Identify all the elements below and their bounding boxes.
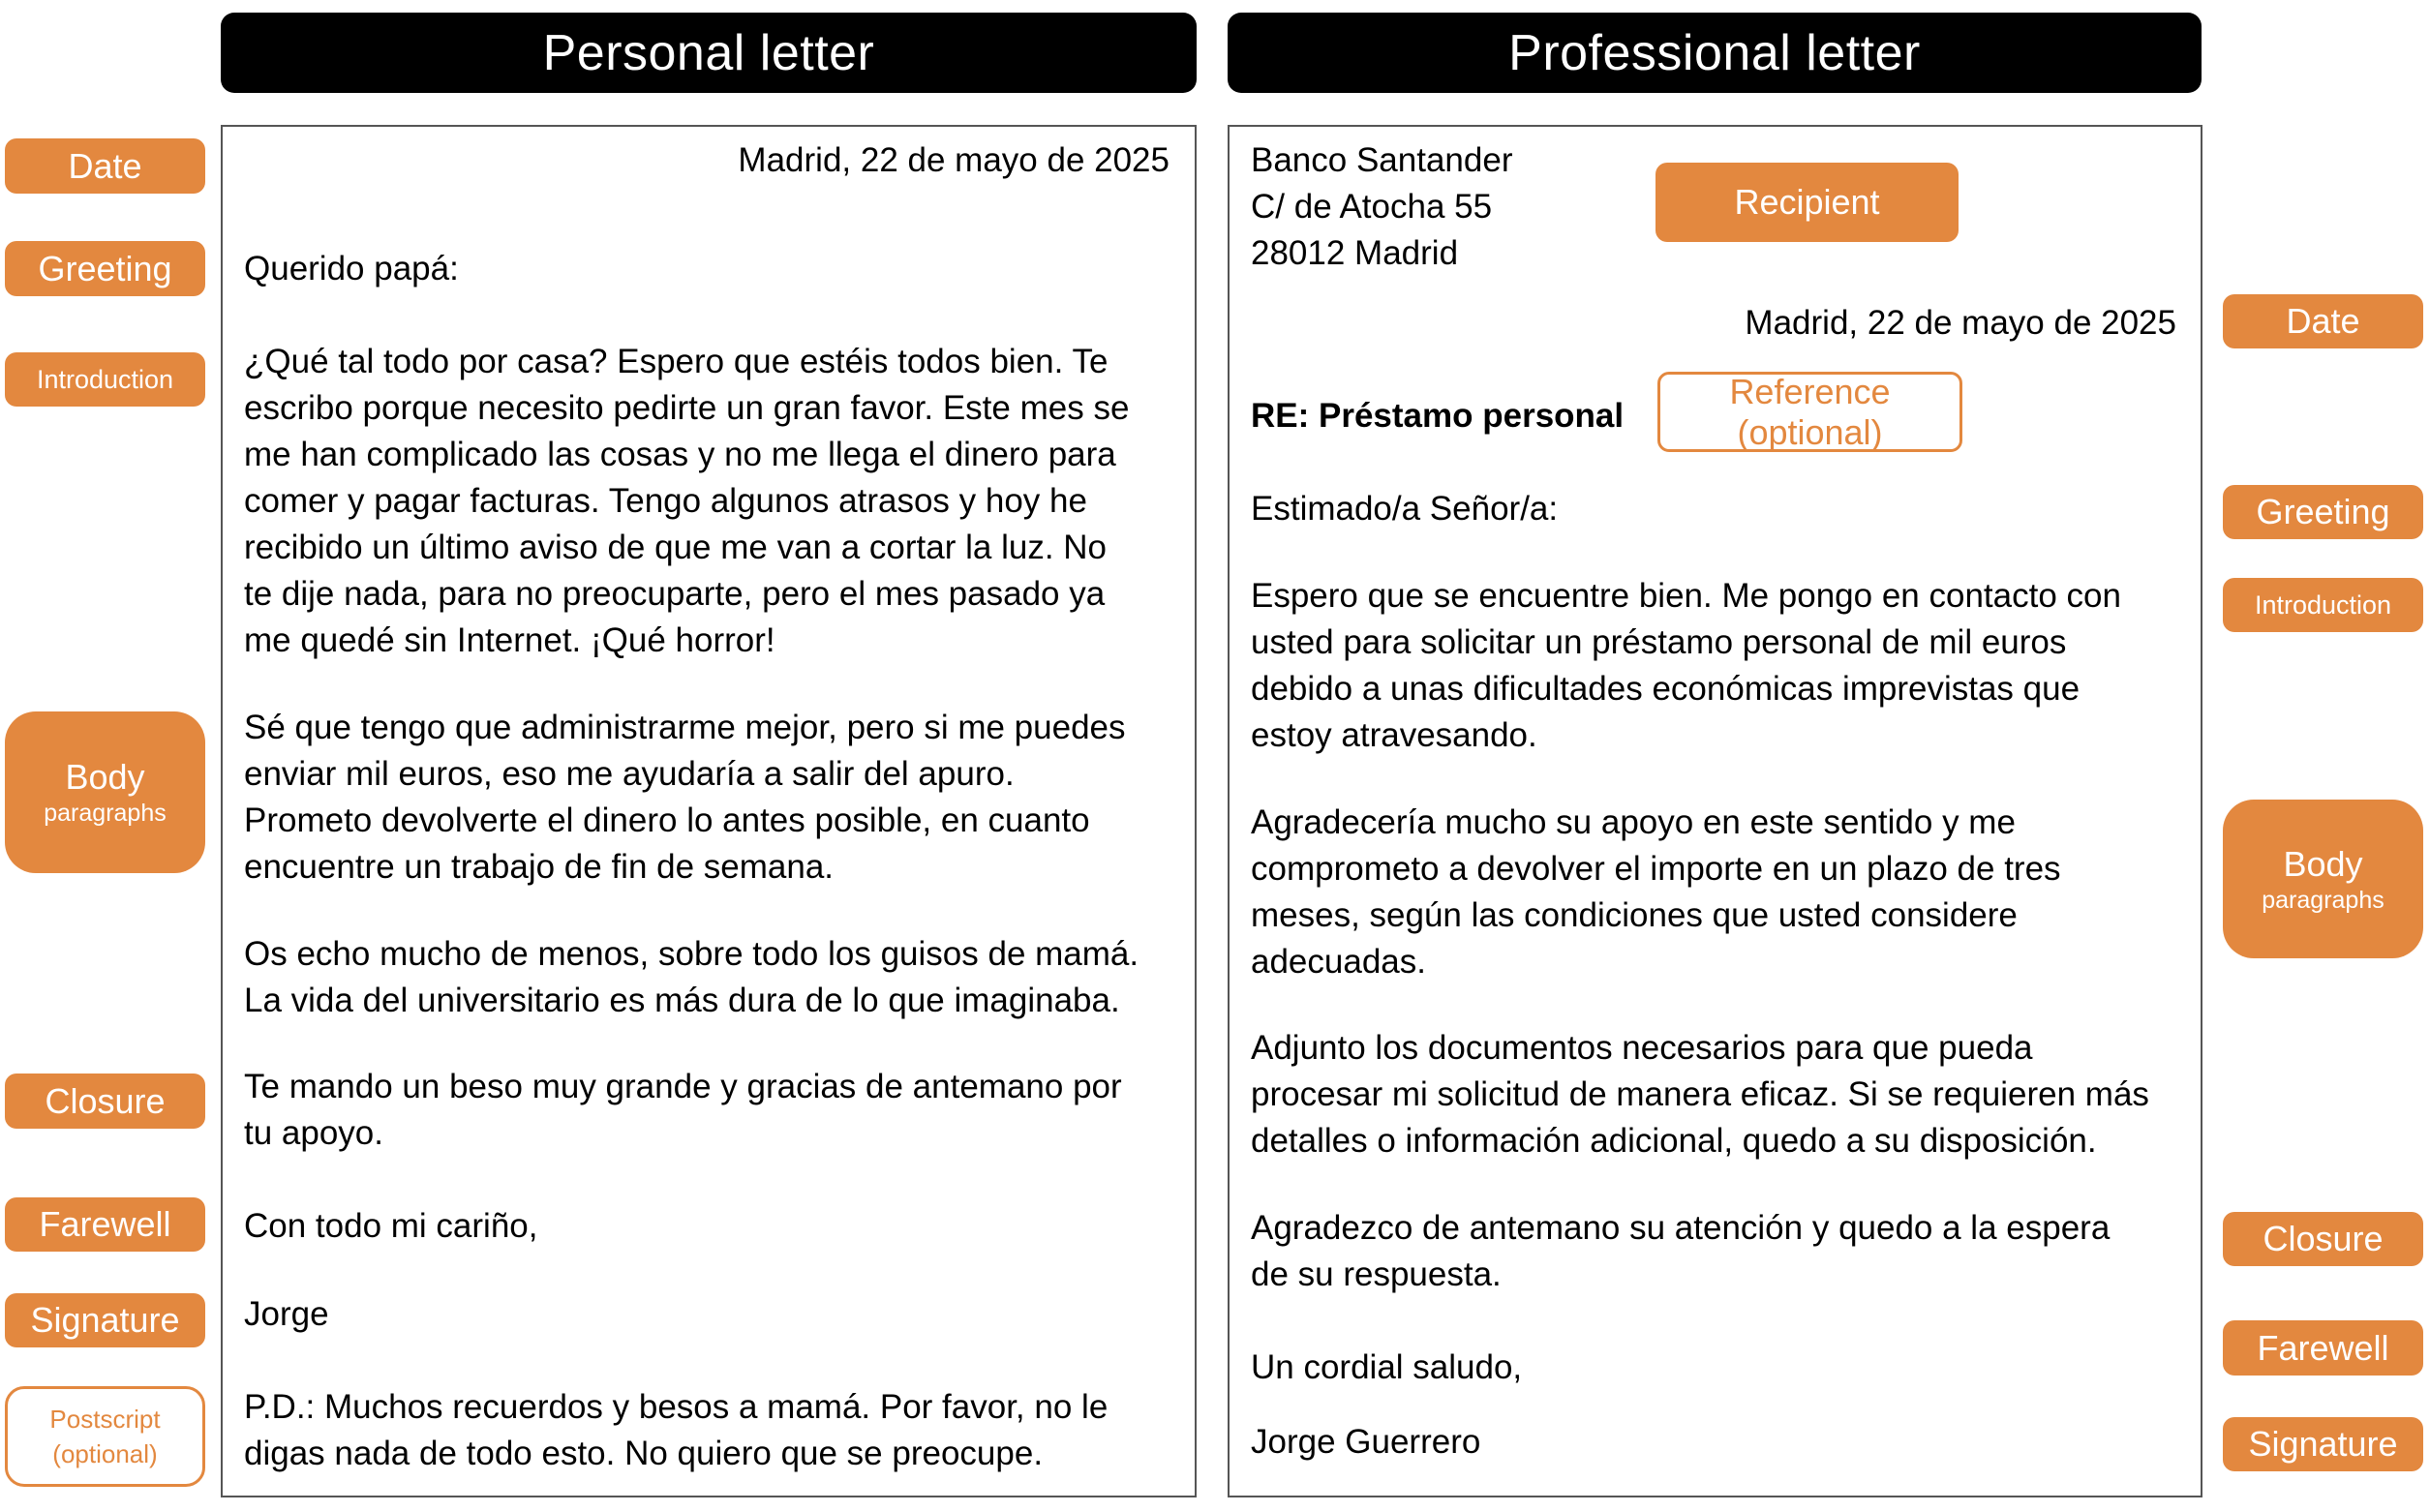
personal-farewell: Con todo mi cariño, bbox=[244, 1207, 538, 1245]
personal-postscript-line: digas nada de todo esto. No quiero que se preocupe. bbox=[244, 1435, 1044, 1472]
personal-intro-line: me quedé sin Internet. ¡Qué horror! bbox=[244, 621, 775, 659]
professional-body1-line: Agradecería mucho su apoyo en este sentido y me bbox=[1251, 803, 2016, 841]
personal-intro-line: me han complicado las cosas y no me llega el dinero para bbox=[244, 436, 1116, 473]
professional-recipient-line: 28012 Madrid bbox=[1251, 234, 1459, 272]
personal-closure-line: Te mando un beso muy grande y gracias de antemano por bbox=[244, 1068, 1122, 1105]
personal-label-closure: Closure bbox=[5, 1074, 205, 1129]
professional-reference: RE: Préstamo personal bbox=[1251, 397, 1625, 435]
professional-date: Madrid, 22 de mayo de 2025 bbox=[1745, 304, 2176, 342]
personal-body2-line: Os echo mucho de menos, sobre todo los guisos de mamá. bbox=[244, 935, 1139, 973]
professional-signature: Jorge Guerrero bbox=[1251, 1423, 1481, 1461]
professional-letter-title-text: Professional letter bbox=[1508, 24, 1921, 81]
professional-body2-line: procesar mi solicitud de manera eficaz. Si se requieren más bbox=[1251, 1075, 2149, 1113]
personal-body1-line: Prometo devolverte el dinero lo antes posible, en cuanto bbox=[244, 801, 1090, 839]
personal-label-postscript: Postscript (optional) bbox=[5, 1386, 205, 1487]
personal-body1-line: Sé que tengo que administrarme mejor, pero si me puedes bbox=[244, 709, 1126, 746]
professional-body1-line: comprometo a devolver el importe en un plazo de tres bbox=[1251, 850, 2061, 888]
personal-postscript-line: P.D.: Muchos recuerdos y besos a mamá. Por favor, no le bbox=[244, 1388, 1109, 1426]
professional-label-closure: Closure bbox=[2223, 1212, 2423, 1266]
personal-signature: Jorge bbox=[244, 1295, 329, 1333]
professional-intro-line: Espero que se encuentre bien. Me pongo en contacto con bbox=[1251, 577, 2121, 615]
personal-intro-line: ¿Qué tal todo por casa? Espero que estéis todos bien. Te bbox=[244, 343, 1109, 380]
professional-label-body: Body paragraphs bbox=[2223, 800, 2423, 958]
professional-body1-line: adecuadas. bbox=[1251, 943, 1426, 981]
professional-label-date: Date bbox=[2223, 294, 2423, 348]
personal-date: Madrid, 22 de mayo de 2025 bbox=[738, 141, 1169, 179]
professional-label-greeting: Greeting bbox=[2223, 485, 2423, 539]
professional-label-recipient: Recipient bbox=[1655, 163, 1959, 242]
personal-intro-line: comer y pagar facturas. Tengo algunos atrasos y hoy he bbox=[244, 482, 1087, 520]
personal-intro-line: recibido un último aviso de que me van a cortar la luz. No bbox=[244, 529, 1108, 566]
professional-body2-line: detalles o información adicional, quedo a su disposición. bbox=[1251, 1122, 2097, 1160]
professional-intro-line: debido a unas dificultades económicas imprevistas que bbox=[1251, 670, 2081, 708]
professional-closure-line: de su respuesta. bbox=[1251, 1255, 1502, 1293]
professional-label-farewell: Farewell bbox=[2223, 1320, 2423, 1376]
professional-label-signature: Signature bbox=[2223, 1417, 2423, 1471]
personal-letter-title bbox=[221, 13, 1197, 93]
personal-label-introduction: Introduction bbox=[5, 352, 205, 407]
professional-closure-line: Agradezco de antemano su atención y quedo a la espera bbox=[1251, 1209, 2111, 1247]
professional-intro-line: usted para solicitar un préstamo personal de mil euros bbox=[1251, 623, 2067, 661]
personal-label-signature: Signature bbox=[5, 1293, 205, 1347]
personal-intro-line: te dije nada, para no preocuparte, pero el mes pasado ya bbox=[244, 575, 1106, 613]
personal-greeting: Querido papá: bbox=[244, 250, 459, 287]
professional-label-reference: Reference (optional) bbox=[1657, 372, 1962, 452]
personal-label-greeting: Greeting bbox=[5, 241, 205, 296]
professional-body1-line: meses, según las condiciones que usted considere bbox=[1251, 896, 2018, 934]
professional-greeting: Estimado/a Señor/a: bbox=[1251, 490, 1559, 528]
professional-recipient-line: C/ de Atocha 55 bbox=[1251, 188, 1493, 226]
professional-letter-title bbox=[1228, 13, 2202, 93]
professional-recipient-line: Banco Santander bbox=[1251, 141, 1513, 179]
personal-body1-line: enviar mil euros, eso me ayudaría a salir del apuro. bbox=[244, 755, 1015, 793]
personal-body2-line: La vida del universitario es más dura de lo que imaginaba. bbox=[244, 982, 1120, 1019]
personal-label-body: Body paragraphs bbox=[5, 711, 205, 873]
professional-intro-line: estoy atravesando. bbox=[1251, 716, 1537, 754]
professional-label-introduction: Introduction bbox=[2223, 578, 2423, 632]
professional-body2-line: Adjunto los documentos necesarios para que pueda bbox=[1251, 1029, 2033, 1067]
personal-letter-title-text: Personal letter bbox=[542, 24, 875, 81]
personal-label-date: Date bbox=[5, 138, 205, 194]
personal-closure-line: tu apoyo. bbox=[244, 1114, 383, 1152]
personal-intro-line: escribo porque necesito pedirte un gran favor. Este mes se bbox=[244, 389, 1130, 427]
professional-farewell: Un cordial saludo, bbox=[1251, 1348, 1523, 1386]
personal-body1-line: encuentre un trabajo de fin de semana. bbox=[244, 848, 835, 886]
personal-label-farewell: Farewell bbox=[5, 1197, 205, 1252]
